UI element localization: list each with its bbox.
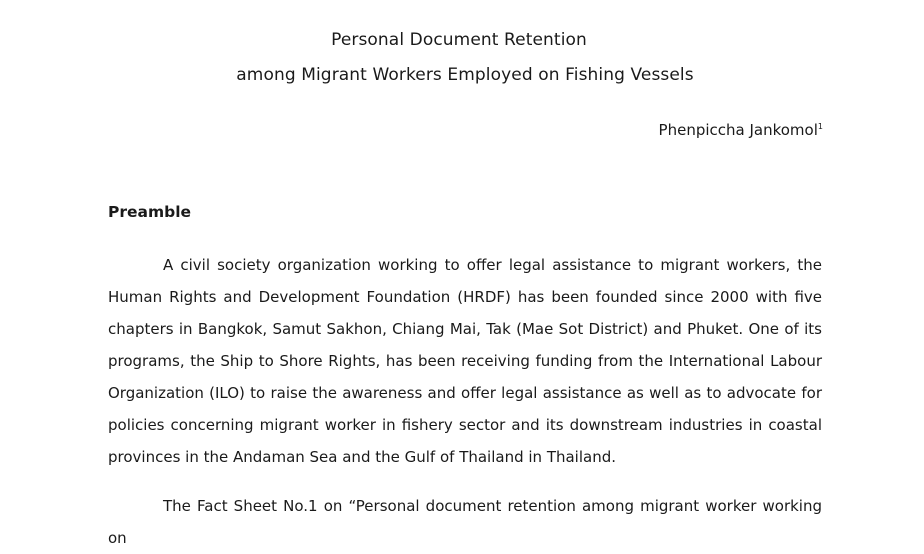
body-paragraph-2: The Fact Sheet No.1 on “Personal document retention among migrant worker working on <box>108 497 822 547</box>
author-name-text: Phenpiccha Jankomol <box>658 121 818 139</box>
document-title-line-2: among Migrant Workers Employed on Fishing Vessels <box>236 65 694 85</box>
document-title-line-1: Personal Document Retention <box>331 30 587 50</box>
body-paragraph-1: A civil society organization working to offer legal assistance to migrant workers, the Human Rights and Development Foundation (HRDF) has been founded since 2000 with five chapters in Bangkok, Samut Sakhon, Chiang Mai, Tak (Mae Sot District) and Phuket. One of its programs, the Ship to Shore Rights, has been receiving funding from the International Labour Organization (ILO) to raise the awareness and offer legal assistance as well as to advocate for policies concerning migrant worker in fishery sector and its downstream industries in coastal provinces in the Andaman Sea and the Gulf of Thailand in Thailand. <box>108 256 822 466</box>
author-name <box>659 121 823 139</box>
author-footnote-mark: 1 <box>817 122 823 131</box>
section-heading: Preamble <box>108 203 192 221</box>
